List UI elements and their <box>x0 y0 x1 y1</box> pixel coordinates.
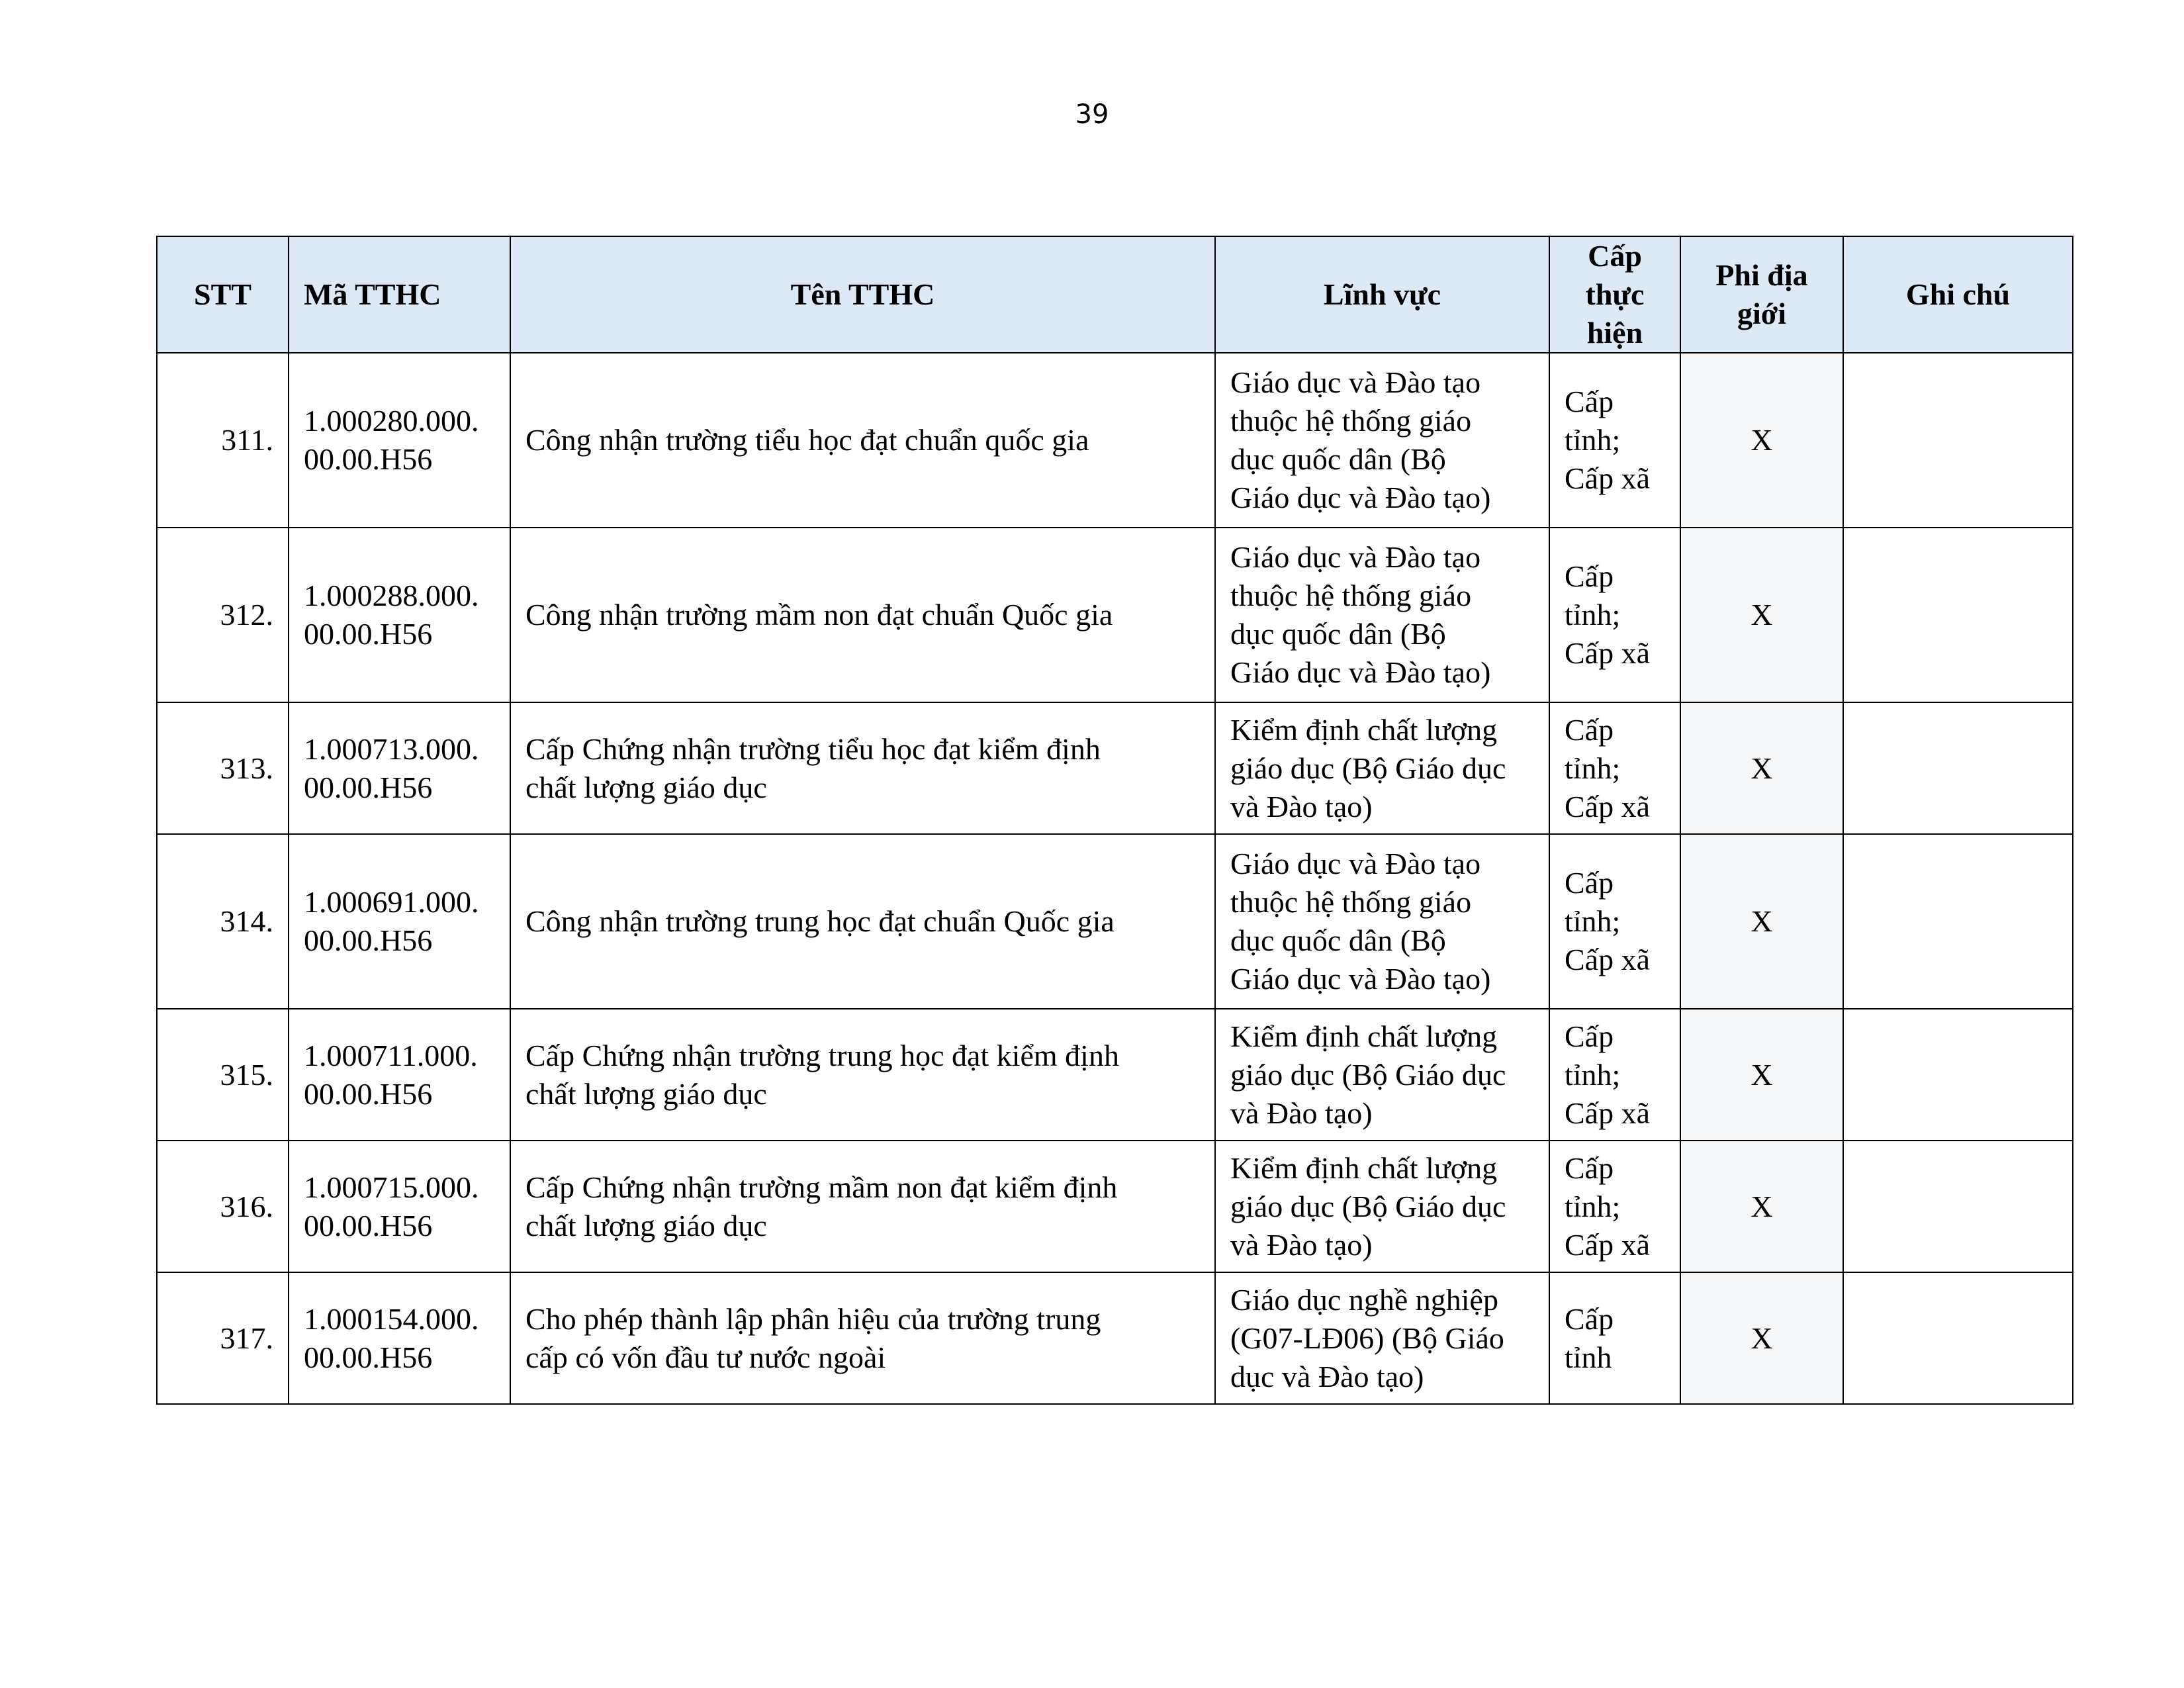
cell-ghi-chu <box>1843 1272 2073 1404</box>
linh-vuc-line: và Đào tạo) <box>1230 1096 1373 1130</box>
cell-ten-tthc: Công nhận trường mầm non đạt chuẩn Quốc gia <box>510 528 1215 702</box>
header-cap-thuc-hien <box>1549 236 1680 353</box>
linh-vuc-line: Giáo dục và Đào tạo <box>1230 540 1481 574</box>
cap-line: Cấp <box>1565 1301 1614 1336</box>
cell-ghi-chu <box>1843 353 2073 528</box>
ma-line: 00.00.H56 <box>304 770 433 804</box>
cell-stt: 317. <box>157 1272 289 1404</box>
cap-line: Cấp xã <box>1565 1096 1651 1130</box>
cell-ten-tthc <box>510 1141 1215 1272</box>
cap-line: Cấp xã <box>1565 461 1651 495</box>
cap-line: Cấp <box>1565 712 1614 747</box>
cap-line: Cấp <box>1565 1150 1614 1185</box>
cell-stt: 315. <box>157 1009 289 1141</box>
ten-line: cấp có vốn đầu tư nước ngoài <box>525 1340 886 1374</box>
ten-line: Cấp Chứng nhận trường mầm non đạt kiểm định <box>525 1170 1118 1204</box>
cell-phi-dia-gioi: X <box>1680 1141 1843 1272</box>
cell-linh-vuc <box>1215 353 1549 528</box>
cell-stt: 314. <box>157 834 289 1009</box>
procedures-table <box>156 236 2073 1405</box>
cell-phi-dia-gioi: X <box>1680 1009 1843 1141</box>
header-ma-tthc: Mã TTHC <box>289 236 510 353</box>
ma-line: 00.00.H56 <box>304 1076 433 1111</box>
cell-cap-thuc-hien <box>1549 702 1680 834</box>
ma-line: 00.00.H56 <box>304 442 433 476</box>
cap-line: Cấp xã <box>1565 943 1651 976</box>
cap-line: Cấp <box>1565 1019 1614 1053</box>
cell-cap-thuc-hien <box>1549 834 1680 1009</box>
linh-vuc-line: (G07-LĐ06) (Bộ Giáo <box>1230 1321 1504 1355</box>
ten-line: chất lượng giáo dục <box>525 770 767 804</box>
cell-phi-dia-gioi: X <box>1680 834 1843 1009</box>
cell-cap-thuc-hien <box>1549 353 1680 528</box>
header-cap-line: Cấp <box>1588 239 1642 273</box>
linh-vuc-line: Kiểm định chất lượng <box>1230 1019 1498 1053</box>
cap-line: tỉnh; <box>1565 598 1621 632</box>
cap-line: Cấp xã <box>1565 1227 1651 1262</box>
cell-ten-tthc <box>510 1272 1215 1404</box>
ma-line: 1.000280.000. <box>304 404 479 438</box>
cell-linh-vuc <box>1215 528 1549 702</box>
linh-vuc-line: Giáo dục nghề nghiệp <box>1230 1282 1498 1317</box>
cap-line: tỉnh <box>1565 1340 1612 1374</box>
cell-ma-tthc <box>289 1272 510 1404</box>
cap-line: tỉnh; <box>1565 423 1621 457</box>
header-ghi-chu: Ghi chú <box>1843 236 2073 353</box>
header-stt: STT <box>157 236 289 353</box>
cell-stt: 313. <box>157 702 289 834</box>
linh-vuc-line: Kiểm định chất lượng <box>1230 1150 1498 1185</box>
table-row <box>157 1009 2073 1141</box>
cell-linh-vuc <box>1215 702 1549 834</box>
ma-line: 1.000288.000. <box>304 579 479 612</box>
cell-phi-dia-gioi: X <box>1680 353 1843 528</box>
header-phi-line: giới <box>1737 297 1787 330</box>
cell-linh-vuc <box>1215 1141 1549 1272</box>
cap-line: tỉnh; <box>1565 904 1621 938</box>
cap-line: Cấp xã <box>1565 636 1651 670</box>
linh-vuc-line: Giáo dục và Đào tạo <box>1230 365 1481 399</box>
linh-vuc-line: thuộc hệ thống giáo <box>1230 579 1472 612</box>
cell-ten-tthc <box>510 1009 1215 1141</box>
ma-line: 00.00.H56 <box>304 923 433 957</box>
ma-line: 1.000713.000. <box>304 731 479 766</box>
cell-phi-dia-gioi: X <box>1680 1272 1843 1404</box>
linh-vuc-line: Giáo dục và Đào tạo) <box>1230 962 1491 996</box>
cell-ghi-chu <box>1843 1009 2073 1141</box>
cell-linh-vuc <box>1215 1272 1549 1404</box>
cell-ghi-chu <box>1843 834 2073 1009</box>
table-row <box>157 353 2073 528</box>
ma-line: 1.000154.000. <box>304 1301 479 1336</box>
header-cap-line: hiện <box>1586 316 1643 350</box>
linh-vuc-line: Giáo dục và Đào tạo) <box>1230 481 1491 514</box>
cell-linh-vuc <box>1215 834 1549 1009</box>
cell-ghi-chu <box>1843 702 2073 834</box>
linh-vuc-line: và Đào tạo) <box>1230 789 1373 823</box>
cell-ma-tthc <box>289 1009 510 1141</box>
page-number: 39 <box>1075 99 1109 130</box>
cap-line: Cấp xã <box>1565 789 1651 823</box>
cell-ma-tthc <box>289 834 510 1009</box>
table-row <box>157 1272 2073 1404</box>
cell-stt: 312. <box>157 528 289 702</box>
cell-cap-thuc-hien <box>1549 1141 1680 1272</box>
ten-line: chất lượng giáo dục <box>525 1208 767 1243</box>
ma-line: 1.000711.000. <box>304 1038 478 1072</box>
ma-line: 00.00.H56 <box>304 617 433 651</box>
cell-cap-thuc-hien <box>1549 528 1680 702</box>
linh-vuc-line: dục và Đào tạo) <box>1230 1359 1424 1393</box>
ma-line: 00.00.H56 <box>304 1208 433 1243</box>
cell-ma-tthc <box>289 353 510 528</box>
ten-line: Cấp Chứng nhận trường tiểu học đạt kiểm định <box>525 731 1101 766</box>
header-phi-line: Phi địa <box>1715 258 1808 292</box>
cell-stt: 316. <box>157 1141 289 1272</box>
cell-ten-tthc: Công nhận trường trung học đạt chuẩn Quốc gia <box>510 834 1215 1009</box>
linh-vuc-line: Kiểm định chất lượng <box>1230 712 1498 747</box>
table-row <box>157 1141 2073 1272</box>
linh-vuc-line: dục quốc dân (Bộ <box>1230 442 1446 476</box>
linh-vuc-line: thuộc hệ thống giáo <box>1230 404 1472 438</box>
cap-line: tỉnh; <box>1565 751 1621 785</box>
ma-line: 1.000691.000. <box>304 885 479 919</box>
cell-ma-tthc <box>289 528 510 702</box>
linh-vuc-line: giáo dục (Bộ Giáo dục <box>1230 751 1506 785</box>
linh-vuc-line: Giáo dục và Đào tạo <box>1230 847 1481 880</box>
table-row <box>157 702 2073 834</box>
ten-line: Cấp Chứng nhận trường trung học đạt kiểm định <box>525 1038 1119 1072</box>
cap-line: Cấp <box>1565 559 1614 593</box>
cell-ghi-chu <box>1843 528 2073 702</box>
cell-ten-tthc <box>510 702 1215 834</box>
linh-vuc-line: dục quốc dân (Bộ <box>1230 923 1446 957</box>
cap-line: Cấp <box>1565 385 1614 418</box>
linh-vuc-line: thuộc hệ thống giáo <box>1230 885 1472 919</box>
cell-ghi-chu <box>1843 1141 2073 1272</box>
cell-ten-tthc: Công nhận trường tiểu học đạt chuẩn quốc gia <box>510 353 1215 528</box>
cell-stt: 311. <box>157 353 289 528</box>
linh-vuc-line: giáo dục (Bộ Giáo dục <box>1230 1189 1506 1223</box>
cell-linh-vuc <box>1215 1009 1549 1141</box>
table-row <box>157 834 2073 1009</box>
cell-phi-dia-gioi: X <box>1680 528 1843 702</box>
cell-phi-dia-gioi: X <box>1680 702 1843 834</box>
linh-vuc-line: Giáo dục và Đào tạo) <box>1230 655 1491 689</box>
header-linh-vuc: Lĩnh vực <box>1215 236 1549 353</box>
cell-ma-tthc <box>289 702 510 834</box>
cell-cap-thuc-hien <box>1549 1272 1680 1404</box>
table-header-row <box>157 236 2073 353</box>
table-row <box>157 528 2073 702</box>
linh-vuc-line: giáo dục (Bộ Giáo dục <box>1230 1057 1506 1092</box>
ma-line: 00.00.H56 <box>304 1340 433 1374</box>
cap-line: Cấp <box>1565 866 1614 900</box>
linh-vuc-line: và Đào tạo) <box>1230 1227 1373 1262</box>
cap-line: tỉnh; <box>1565 1057 1621 1092</box>
ten-line: Cho phép thành lập phân hiệu của trường trung <box>525 1301 1101 1336</box>
header-cap-line: thực <box>1585 277 1645 311</box>
cap-line: tỉnh; <box>1565 1189 1621 1223</box>
cell-ma-tthc <box>289 1141 510 1272</box>
ten-line: chất lượng giáo dục <box>525 1076 767 1111</box>
linh-vuc-line: dục quốc dân (Bộ <box>1230 617 1446 651</box>
header-ten-tthc: Tên TTHC <box>510 236 1215 353</box>
header-phi-dia-gioi <box>1680 236 1843 353</box>
cell-cap-thuc-hien <box>1549 1009 1680 1141</box>
ma-line: 1.000715.000. <box>304 1170 479 1204</box>
